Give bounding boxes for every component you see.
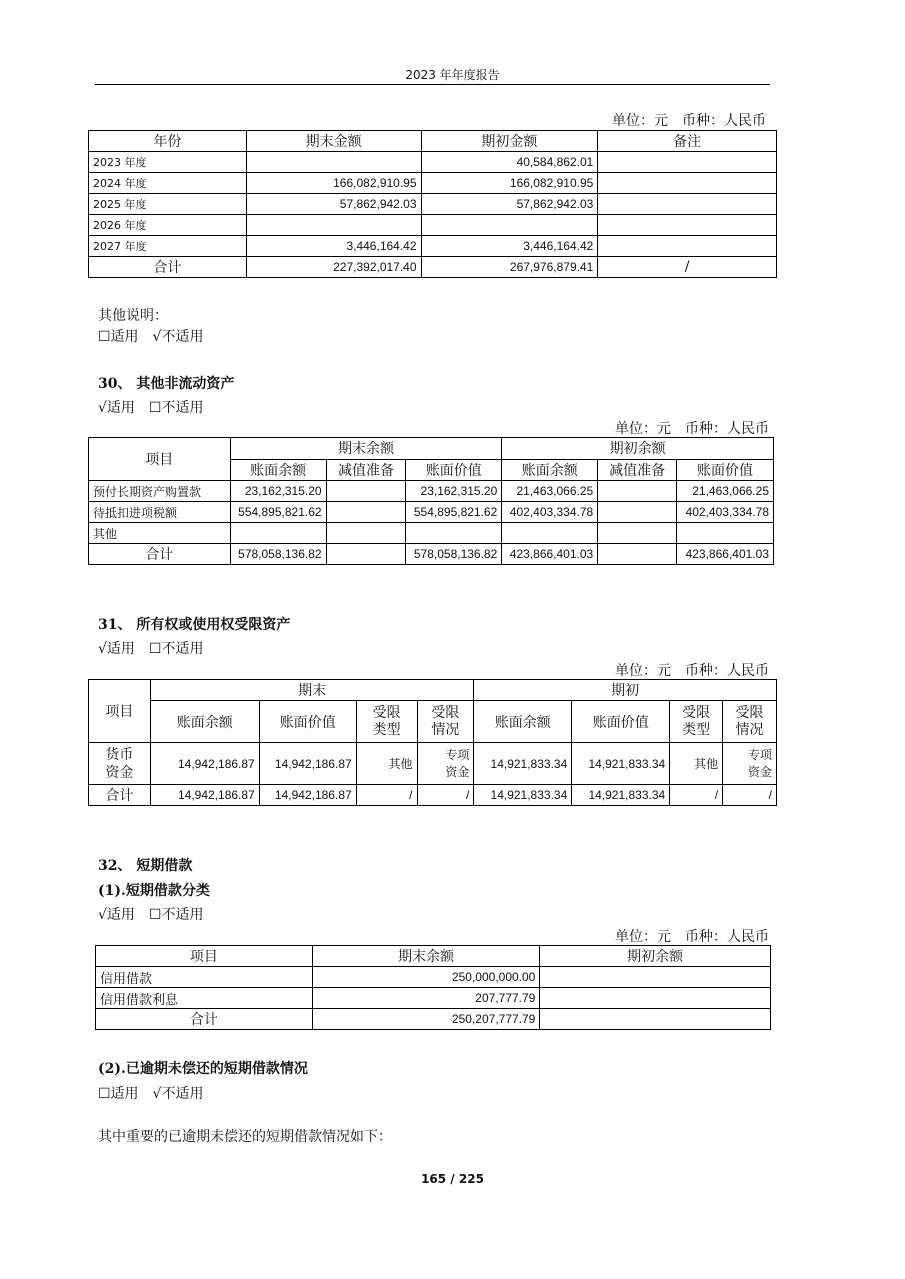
col-header: 账面余额: [474, 701, 572, 743]
table-cell: [540, 988, 771, 1009]
col-header: 年份: [89, 131, 247, 152]
col-header: 期末余额: [312, 946, 540, 967]
table-cell: 专项 资金: [417, 743, 474, 785]
table-cell: 2027 年度: [89, 236, 247, 257]
short-term-loans-table: [95, 945, 771, 1030]
section-32-sub1: (1).短期借款分类: [98, 883, 210, 899]
table-cell: 货币 资金: [89, 743, 151, 785]
table-row: [96, 988, 771, 1009]
table-cell: [246, 215, 421, 236]
table-cell: 合计: [89, 544, 231, 565]
table-row: [89, 743, 777, 785]
table-cell: 其他: [356, 743, 417, 785]
col-header: 减值准备: [598, 459, 677, 481]
table-cell: 14,942,186.87: [150, 785, 259, 806]
col-header: 受限 情况: [417, 701, 474, 743]
table-row: [89, 215, 777, 236]
table-cell: [230, 523, 326, 544]
table-cell: [326, 544, 406, 565]
col-header: 账面价值: [259, 701, 356, 743]
table-cell: [406, 523, 502, 544]
section-30-title: 30、 其他非流动资产: [98, 376, 235, 392]
table-cell: 23,162,315.20: [406, 481, 502, 502]
table-cell: 14,942,186.87: [259, 785, 356, 806]
col-header: 项目: [89, 680, 151, 743]
total-row: [89, 785, 777, 806]
col-header: 账面价值: [406, 459, 502, 481]
section-32-note: 其中重要的已逾期未偿还的短期借款情况如下：: [98, 1129, 392, 1145]
section-31-title: 31、 所有权或使用权受限资产: [98, 617, 291, 633]
table-cell: 2026 年度: [89, 215, 247, 236]
table-cell: [540, 967, 771, 988]
table-cell: /: [723, 785, 777, 806]
table-cell: 3,446,164.42: [421, 236, 598, 257]
table-row: [89, 194, 777, 215]
table-cell: 其他: [89, 523, 231, 544]
table-cell: 57,862,942.03: [421, 194, 598, 215]
table-cell: 250,000,000.00: [312, 967, 540, 988]
table-cell: /: [670, 785, 723, 806]
col-header: 减值准备: [326, 459, 406, 481]
other-noncurrent-assets-table: [88, 437, 774, 565]
restricted-assets-table: [88, 679, 777, 806]
table-cell: 21,463,066.25: [502, 481, 598, 502]
table-cell: 待抵扣进项税额: [89, 502, 231, 523]
col-header: 项目: [96, 946, 313, 967]
table-cell: 227,392,017.40: [246, 257, 421, 278]
maturity-table: [88, 130, 777, 278]
table-row: [89, 152, 777, 173]
section-31-choice: √适用 ☐不适用: [98, 641, 204, 657]
table-cell: [677, 523, 774, 544]
section-32-sub2: (2).已逾期未偿还的短期借款情况: [98, 1061, 308, 1077]
total-row: [89, 257, 777, 278]
table-cell: 2023 年度: [89, 152, 247, 173]
table-cell: 57,862,942.03: [246, 194, 421, 215]
table-cell: 其他: [670, 743, 723, 785]
table-cell: 专项 资金: [723, 743, 777, 785]
unit-line: 单位：元 币种：人民币: [615, 663, 769, 679]
col-group-header: 期初余额: [502, 438, 774, 460]
section-32-choice1: √适用 ☐不适用: [98, 907, 204, 923]
table-cell: [598, 544, 677, 565]
table-cell: 267,976,879.41: [421, 257, 598, 278]
col-group-header: 期初: [474, 680, 777, 701]
table-cell: /: [356, 785, 417, 806]
table-cell: 207,777.79: [312, 988, 540, 1009]
other-note-label: 其他说明：: [98, 308, 168, 324]
table-cell: [502, 523, 598, 544]
table-cell: 250,207,777.79: [312, 1009, 540, 1030]
table-cell: 40,584,862.01: [421, 152, 598, 173]
other-note-choice: ☐适用 √不适用: [98, 329, 204, 345]
table-cell: [246, 152, 421, 173]
col-header: 受限 情况: [723, 701, 777, 743]
table-cell: 合计: [96, 1009, 313, 1030]
col-header: 期末金额: [246, 131, 421, 152]
table-cell: 423,866,401.03: [502, 544, 598, 565]
table-cell: 合计: [89, 785, 151, 806]
table-cell: 信用借款利息: [96, 988, 313, 1009]
table-cell: [421, 215, 598, 236]
table-cell: 578,058,136.82: [406, 544, 502, 565]
total-row: [89, 544, 774, 565]
col-header: 账面余额: [230, 459, 326, 481]
table-cell: 423,866,401.03: [677, 544, 774, 565]
unit-line: 单位：元 币种：人民币: [615, 421, 769, 437]
table-cell: 14,921,833.34: [474, 785, 572, 806]
col-header: 期初余额: [540, 946, 771, 967]
total-row: [96, 1009, 771, 1030]
table-cell: /: [417, 785, 474, 806]
table-cell: 3,446,164.42: [246, 236, 421, 257]
table-cell: 554,895,821.62: [230, 502, 326, 523]
table-row: [96, 967, 771, 988]
table-cell: 14,942,186.87: [259, 743, 356, 785]
table-cell: [598, 152, 777, 173]
table-cell: [598, 523, 677, 544]
table-cell: [326, 502, 406, 523]
col-header: 账面余额: [502, 459, 598, 481]
table-cell: [540, 1009, 771, 1030]
col-header: 受限 类型: [356, 701, 417, 743]
col-header: 项目: [89, 438, 231, 481]
col-header: 账面价值: [572, 701, 670, 743]
section-32-choice2: ☐适用 √不适用: [98, 1086, 204, 1102]
col-header: 受限 类型: [670, 701, 723, 743]
section-32-title: 32、 短期借款: [98, 858, 193, 874]
col-group-header: 期末: [150, 680, 473, 701]
col-header: 备注: [598, 131, 777, 152]
table-row: [89, 481, 774, 502]
table-cell: 14,921,833.34: [474, 743, 572, 785]
table-cell: 合计: [89, 257, 247, 278]
table-cell: 预付长期资产购置款: [89, 481, 231, 502]
col-header: 账面价值: [677, 459, 774, 481]
table-cell: 14,921,833.34: [572, 743, 670, 785]
table-cell: [598, 236, 777, 257]
table-cell: [598, 215, 777, 236]
table-row: [89, 523, 774, 544]
table-cell: /: [598, 257, 777, 278]
table-cell: 402,403,334.78: [502, 502, 598, 523]
table-cell: 14,921,833.34: [572, 785, 670, 806]
section-30-choice: √适用 ☐不适用: [98, 400, 204, 416]
unit-line: 单位：元 币种：人民币: [612, 113, 766, 129]
table-row: [89, 173, 777, 194]
table-cell: 2024 年度: [89, 173, 247, 194]
col-group-header: 期末余额: [230, 438, 502, 460]
unit-line: 单位：元 币种：人民币: [615, 929, 769, 945]
table-cell: [326, 523, 406, 544]
col-header: 期初金额: [421, 131, 598, 152]
table-cell: [598, 194, 777, 215]
col-header: 账面余额: [150, 701, 259, 743]
page-number: 165 / 225: [421, 1172, 484, 1186]
table-cell: 21,463,066.25: [677, 481, 774, 502]
table-cell: 信用借款: [96, 967, 313, 988]
table-row: [89, 502, 774, 523]
header-divider: [95, 84, 770, 85]
table-cell: 2025 年度: [89, 194, 247, 215]
table-cell: 166,082,910.95: [246, 173, 421, 194]
table-cell: [598, 173, 777, 194]
table-cell: 402,403,334.78: [677, 502, 774, 523]
table-cell: [326, 481, 406, 502]
table-row: [89, 236, 777, 257]
table-cell: 23,162,315.20: [230, 481, 326, 502]
table-cell: 14,942,186.87: [150, 743, 259, 785]
table-cell: 554,895,821.62: [406, 502, 502, 523]
table-cell: [598, 502, 677, 523]
page-header: 2023 年年度报告: [405, 68, 500, 82]
table-cell: 166,082,910.95: [421, 173, 598, 194]
table-cell: 578,058,136.82: [230, 544, 326, 565]
table-cell: [598, 481, 677, 502]
